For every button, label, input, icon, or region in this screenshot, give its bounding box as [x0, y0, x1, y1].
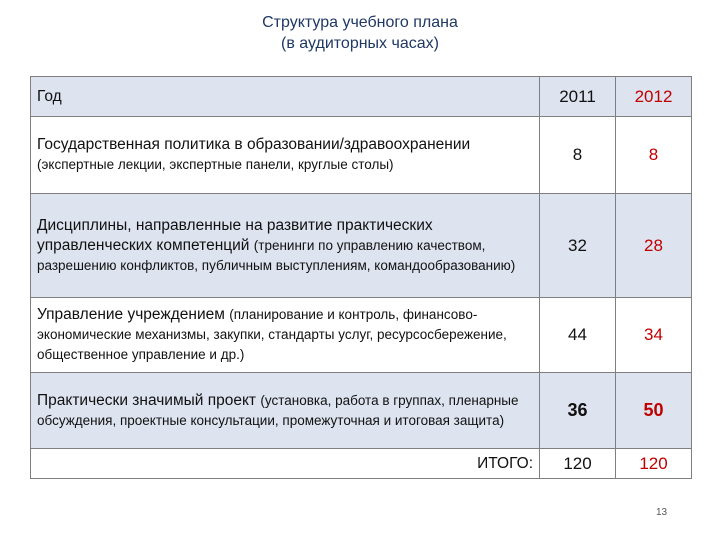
title-line-2: (в аудиторных часах): [281, 35, 439, 52]
table-row: [31, 373, 692, 449]
total-label: ИТОГО:: [31, 449, 540, 479]
page-number: 13: [656, 507, 668, 518]
row-detail: (экспертные лекции, экспертные панели, круглые столы): [37, 157, 394, 172]
curriculum-table: [30, 76, 692, 479]
row-title: Практически значимый проект: [37, 391, 257, 409]
row-title: Дисциплины, направленные на развитие практических управленческих компетенций: [37, 216, 433, 254]
row-detail: (планирование и контроль, финансово-экономические механизмы, закупки, стандарты услуг, ресурсосбережение, общественное управление и др.): [37, 307, 507, 362]
slide-title: [0, 12, 720, 54]
row-title: Государственная политика в образовании/здравоохранении: [37, 136, 471, 153]
value-2011: 8: [540, 117, 616, 194]
table-header-row: [31, 77, 692, 117]
row-label: [31, 117, 540, 194]
total-row: [31, 449, 692, 479]
row-detail: (тренинги по управлению качеством, разрешению конфликтов, публичным выступлениям, командообразованию): [37, 237, 516, 273]
table-row: [31, 194, 692, 298]
value-2011: 44: [540, 298, 616, 373]
header-year-2011: 2011: [540, 77, 616, 117]
row-title: Управление учреждением: [37, 306, 225, 323]
title-line-1: Структура учебного плана: [262, 14, 458, 31]
value-2012: 8: [616, 117, 692, 194]
value-2012: 34: [616, 298, 692, 373]
row-detail: (установка, работа в группах, пленарные обсуждения, проектные консультации, промежуточная и итоговая защита): [37, 392, 519, 428]
row-label: [31, 373, 540, 449]
value-2012: 50: [616, 373, 692, 449]
row-label: [31, 298, 540, 373]
value-2011: 36: [540, 373, 616, 449]
table-row: [31, 117, 692, 194]
row-label: [31, 194, 540, 298]
total-2012: 120: [616, 449, 692, 479]
value-2012: 28: [616, 194, 692, 298]
total-2011: 120: [540, 449, 616, 479]
header-year-label: Год: [31, 77, 540, 117]
value-2011: 32: [540, 194, 616, 298]
header-year-2012: 2012: [616, 77, 692, 117]
table-row: [31, 298, 692, 373]
